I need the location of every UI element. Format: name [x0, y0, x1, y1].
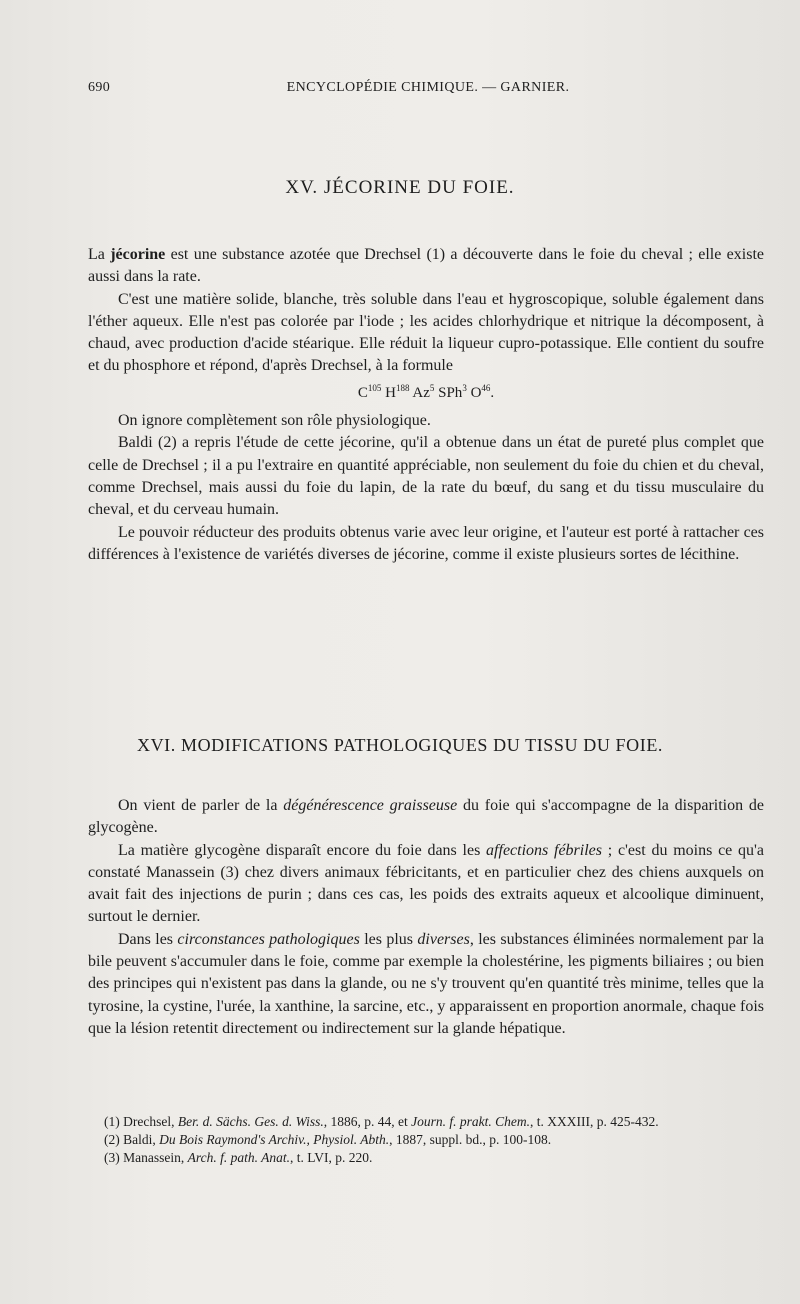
bold-term: jécorine: [110, 246, 166, 263]
paragraph: Le pouvoir réducteur des produits obtenus varie avec leur origine, et l'auteur est porté à rattacher ces différences à l'existence de variétés diverses de jécorine, comme il existe plusieurs sortes de lécithine.: [88, 523, 764, 563]
italic-term: circonstances pathologiques: [177, 930, 360, 948]
italic-term: diverses: [417, 930, 470, 948]
section-title-pathological-modifications: XVI. MODIFICATIONS PATHOLOGIQUES DU TISSU DU FOIE.: [136, 735, 664, 755]
section-title-jecorine: XV. JÉCORINE DU FOIE.: [285, 177, 515, 198]
paragraph: La matière glycogène disparaît encore du foie dans les affections fébriles ; c'est du moins ce qu'a constaté Manassein (3) chez divers animaux fébricitants, et en particulier chez des chiens auxquels on avait fait des injections de purin ; dans ces cas, les poids des extraits aqueux et alcoolique diminuent, surtout le dernier.: [88, 841, 765, 926]
footnotes: [88, 1113, 764, 1167]
italic-term: dégénérescence graisseuse: [283, 797, 458, 814]
paragraph: Dans les circonstances pathologiques les plus diverses, les substances éliminées normalement par la bile peuvent s'accumuler dans le foie, comme par exemple la cholestérine, les pigments biliaires ; ou bien des principes qui n'existent pas dans la glande, ou ne s'y trouvent qu'en quantité très minime, telles que la tyrosine, la cystine, l'urée, la xanthine, la sarcine, etc., y apparaissent en proportion anormale, chaque fois que la lésion retentit directement ou indirectement sur la glande hépatique.: [88, 930, 764, 1037]
page-header: [88, 80, 768, 102]
footnote: (2) Baldi, Du Bois Raymond's Archiv., Physiol. Abth., 1887, suppl. bd., p. 100-108.: [104, 1132, 552, 1147]
italic-term: affections fébriles: [486, 841, 602, 859]
paragraph: C'est une matière solide, blanche, très soluble dans l'eau et hygroscopique, soluble également dans l'éther aqueux. Elle n'est pas colorée par l'iode ; les acides chlorhydrique et nitrique la décomposent, à chaud, avec production d'acide stéarique. Elle réduit la liqueur cupro-potassique. Elle contient du soufre et du phosphore et répond, d'après Drechsel, à la formule: [88, 290, 764, 375]
paragraph: La jécorine est une substance azotée que Drechsel (1) a découverte dans le foie du cheval ; elle existe aussi dans la rate.: [88, 246, 765, 286]
chemical-formula: $C^{105}$ $H^{188}$ Az$^5$ SPh$^3$ $O^{46}$.: [357, 382, 495, 401]
section-body-pathological: [88, 795, 764, 1040]
paragraph: On vient de parler de la dégénérescence graisseuse du foie qui s'accompagne de la disparition de glycogène.: [88, 797, 764, 837]
footnote: (3) Manassein, Arch. f. path. Anat., t. LVI, p. 220.: [104, 1150, 373, 1165]
footnote: (1) Drechsel, Ber. d. Sächs. Ges. d. Wiss., 1886, p. 44, et Journ. f. prakt. Chem., t. XXXIII, p. 425-432.: [104, 1114, 659, 1129]
paragraph: Baldi (2) a repris l'étude de cette jécorine, qu'il a obtenue dans un état de pureté plus complet que celle de Drechsel ; il a pu l'extraire en quantité appréciable, non seulement du foie du chien et du cheval, comme Drechsel, mais aussi du foie du lapin, de la rate du bœuf, du sang et du tissu musculaire du cheval, et du cerveau humain.: [88, 434, 764, 519]
running-title: ENCYCLOPÉDIE CHIMIQUE. — GARNIER.: [286, 80, 570, 95]
paragraph: On ignore complètement son rôle physiologique.: [118, 412, 431, 430]
page-number: 690: [88, 80, 111, 95]
section-body-jecorine: [88, 244, 764, 566]
